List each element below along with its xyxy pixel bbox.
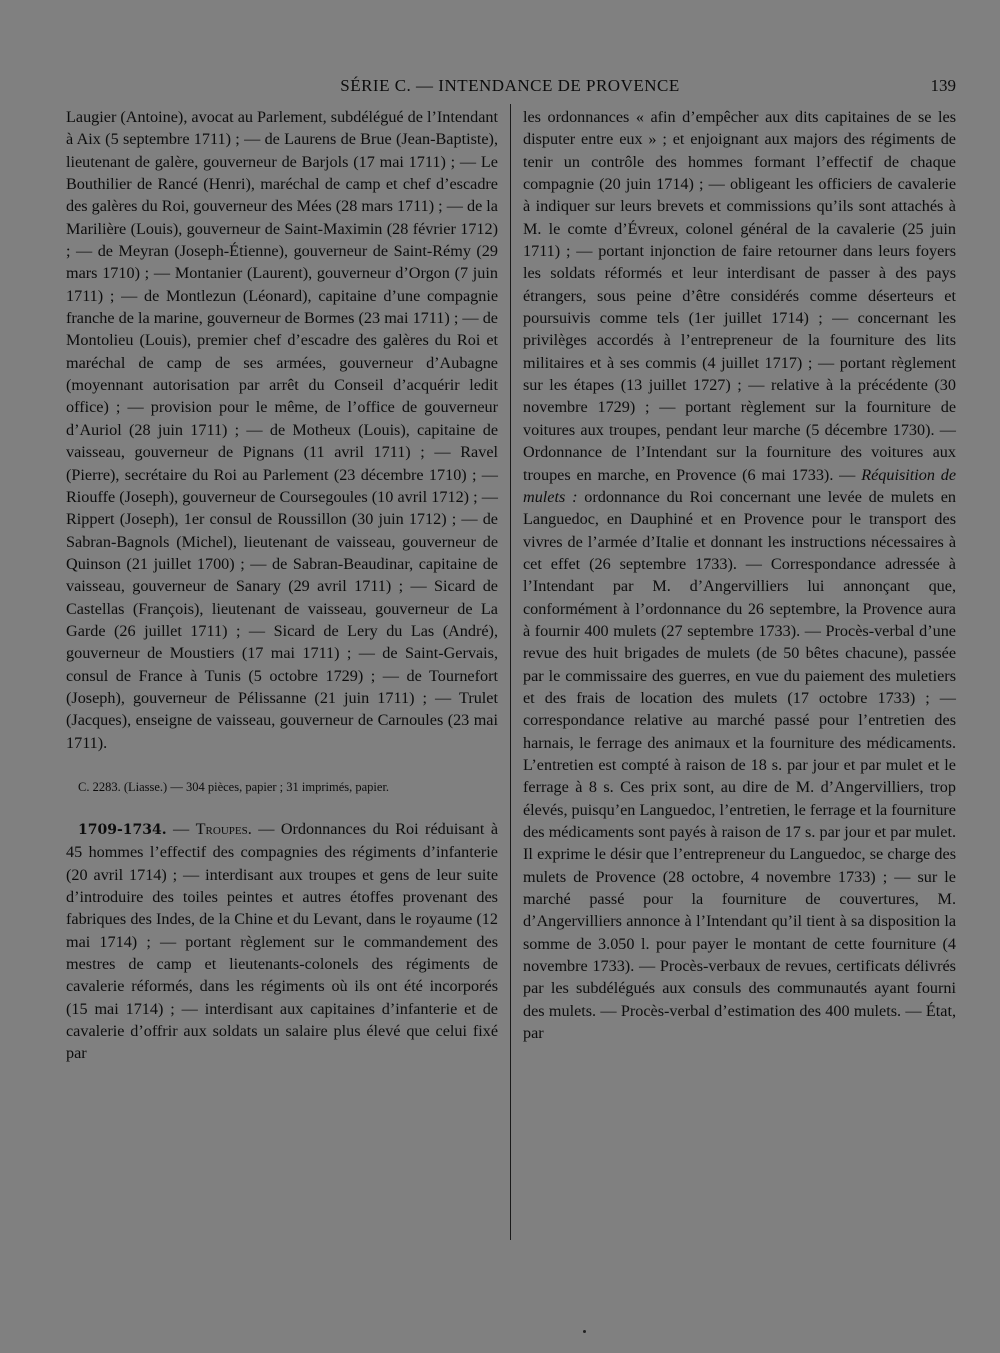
column-divider [510,104,511,1240]
right-column [523,106,956,1044]
entry-dates: 1709-1734. [78,821,167,838]
footer-dot [583,1330,586,1333]
left-paragraph-2 [66,818,498,1065]
right-paragraph [523,106,956,1044]
page-header [0,76,1000,100]
right-text-1: les ordonnances « afin d’empêcher aux dits capitaines de se les disputer entre eux » ; et enjoignant aux majors des régiments de tenir un contrôle des hommes formant l’effectif de chaque compagnie (20 juin 1714) ; — obligeant les officiers de cavalerie à indiquer sur leurs brevets et commissions qu’ils sont attachés à M. le comte d’Évreux, colonel général de la cavalerie (25 juin 1711) ; — portant injonction de faire retourner dans leurs foyers les soldats réformés et leur interdisant de passer à des pays étrangers, sous peine d’être considérés comme déserteurs et poursuivis comme tels (1er juillet 1714) ; — concernant les privilèges accordés à l’entrepreneur de la fourniture des lits militaires et à ses commis (4 juillet 1717) ; — portant règlement sur les étapes (13 juillet 1727) ; — relative à la précédente (30 novembre 1729) ; — portant règlement sur la fourniture de voitures aux troupes, pendant leur marche (5 décembre 1730). — Ordonnance de l’Intendant sur la fourniture des voitures aux troupes en marche, en Provence (6 mai 1733). — [523,108,956,484]
page-number: 139 [930,76,956,95]
left-column [66,106,498,1065]
entry-dash: — [166,819,196,838]
italic-heading: Réquisition de mulets : [523,465,957,506]
left-paragraph-1: Laugier (Antoine), avocat au Parlement, subdélégué de l’Intendant à Aix (5 septembre 1711) ; — de Laurens de Brue (Jean-Baptiste), lieutenant de galère, gouverneur de Barjols (17 mai 1711) ; — Le Bouthilier de Rancé (Henri), maréchal de camp et chef d’escadre des galères du Roi, gouverneur des Mées (28 mars 1711) ; — de la Marilière (Louis), gouverneur de Saint-Maximin (28 février 1712) ; — de Meyran (Joseph-Étienne), gouverneur de Saint-Rémy (29 mars 1710) ; — Montanier (Laurent), gouverneur d’Orgon (7 juin 1711) ; — de Montlezun (Léonard), capitaine d’une compagnie franche de la marine, gouverneur de Bormes (23 mai 1711) ; — de Montolieu (Louis), premier chef d’escadre des galères du Roi et maréchal de camp de ses armées, gouverneur d’Aubagne (moyennant autorisation par arrêt du Conseil d’acquérir ledit office) ; — provision pour le même, de l’office de gouverneur d’Auriol (28 juin 1711) ; — de Motheux (Louis), capitaine de vaisseau, gouverneur de Pignans (11 avril 1711) ; — Ravel (Pierre), secrétaire du Roi au Parlement (23 décembre 1710) ; — Riouffe (Joseph), gouverneur de Coursegoules (10 avril 1712) ; — Rippert (Joseph), 1er consul de Roussillon (30 juin 1712) ; — de Sabran-Bagnols (Michel), lieutenant de vaisseau, gouverneur de Quinson (21 juillet 1700) ; — de Sabran-Beaudinar, capitaine de vaisseau, gouverneur de Sanary (29 avril 1711) ; — Sicard de Castellas (François), lieutenant de vaisseau, gouverneur de La Garde (26 juillet 1711) ; — Sicard de Lery du Las (André), gouverneur de Moustiers (17 mai 1711) ; — de Saint-Gervais, consul de France à Tunis (5 octobre 1729) ; — de Tournefort (Joseph), gouverneur de Pélissanne (21 juin 1711) ; — Trulet (Jacques), enseigne de vaisseau, gouverneur de Carnoules (23 mai 1711). [66,108,498,752]
entry-heading: Troupes. [195,819,252,838]
entry-text: — Ordonnances du Roi réduisant à 45 hommes l’effectif des compagnies des régiments d’infanterie (20 avril 1714) ; — interdisant aux troupes et gens de leur suite d’introduire des toiles peintes et autres étoffes provenant des fabriques des Indes, de la Chine et du Levant, dans le royaume (12 mai 1714) ; — portant règlement sur le commandement des mestres de camp et lieutenants-colonels des régiments de cavalerie réformés, dans les régiments où ils ont été incorporés (15 mai 1714) ; — interdisant aux capitaines d’infanterie et de cavalerie d’offrir aux soldats un salaire plus élevé que celui fixé par [66,819,498,1063]
archive-source-line: C. 2283. (Liasse.) — 304 pièces, papier ; 31 imprimés, papier. [78,779,390,794]
series-title: SÉRIE C. — INTENDANCE DE PROVENCE [340,76,680,95]
right-text-2: ordonnance du Roi concernant une levée de mulets en Languedoc, en Dauphiné et en Provence pour le transport des vivres de l’armée d’Italie et donnant les instructions nécessaires à cet effet (26 septembre 1733). — Correspondance adressée à l’Intendant par M. d’Angervilliers lui annonçant que, conformément à l’ordonnance du 26 septembre, la Provence aura à fournir 400 mulets (27 septembre 1733). — Procès-verbal d’une revue des huit brigades de mulets (de 50 bêtes chacune), passée par le commissaire des guerres, en vue du paiement des muletiers et des frais de location des mulets (17 octobre 1733) ; — correspondance relative au marché passé pour l’entretien des harnais, le ferrage des animaux et la fourniture des médicaments. L’entretien est compté à raison de 18 s. par jour et par mulet et le ferrage à 8 s. Ces prix sont, au dire de M. d’Angervilliers, trop élevés, puisqu’en Languedoc, l’entretien, le ferrage et la fourniture des médicaments sont payés à raison de 17 s. par jour et par mulet. Il exprime le désir que l’entrepreneur du Languedoc, se charge des mulets de Provence (28 octobre, 4 novembre 1733) ; — sur le marché passé pour la fourniture de couvertures, M. d’Angervilliers annonce à l’Intendant qu’il tient à sa disposition la somme de 3.050 l. pour payer le montant de cette fourniture (4 novembre 1733). — Procès-verbaux de revues, certificats délivrés par les subdélégués aux consuls des communautés ayant fourni des mulets. — Procès-verbal d’estimation des 400 mulets. — État, par [523,487,957,1043]
